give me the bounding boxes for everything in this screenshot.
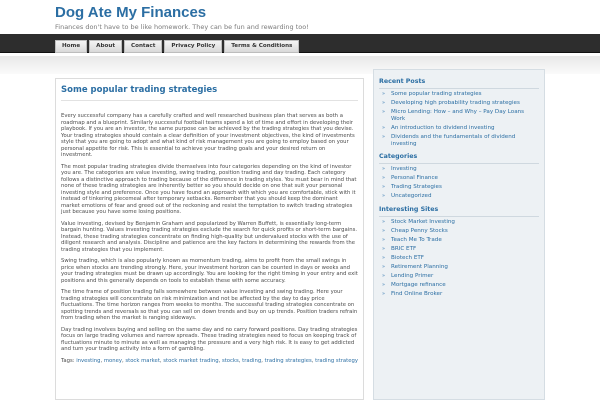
arrow-icon: »	[382, 133, 386, 140]
site-link[interactable]: Mortgage refinance	[391, 281, 446, 288]
site-link[interactable]: Retirement Planning	[391, 264, 448, 270]
recent-post-link[interactable]: Developing high probability trading strategies	[391, 99, 520, 106]
category-item	[382, 193, 539, 200]
site-header	[0, 0, 600, 34]
site-item	[382, 237, 539, 244]
post-title[interactable]: Some popular trading strategies	[61, 85, 358, 101]
arrow-icon: »	[382, 124, 386, 131]
category-link[interactable]: Personal Finance	[391, 175, 438, 182]
recent-posts-list	[382, 91, 539, 147]
site-description: Finances don't have to be like homework. They can be fun and rewarding too!	[55, 23, 309, 31]
recent-post-item	[382, 125, 539, 132]
navigation	[0, 37, 600, 57]
site-link[interactable]: Find Online Broker	[391, 290, 443, 297]
site-item	[382, 264, 539, 271]
arrow-icon: »	[382, 272, 386, 279]
site-link[interactable]: Cheap Penny Stocks	[391, 228, 448, 235]
site-item	[382, 228, 539, 235]
site-link[interactable]: Stock Market Investing	[391, 219, 455, 226]
site-item	[382, 273, 539, 280]
nav-menu	[55, 40, 301, 53]
recent-post-link[interactable]: Some popular trading strategies	[391, 91, 482, 97]
category-link[interactable]: Investing	[391, 166, 417, 173]
recent-post-link[interactable]: Micro Lending: How – and Why – Pay Day Loans Work	[391, 108, 525, 122]
site-item	[382, 282, 539, 289]
site-item	[382, 255, 539, 262]
recent-post-item	[382, 91, 539, 98]
post-paragraph: Every successful company has a carefully crafted and well researched business plan that serves as both a roadmap and a blueprint. Similarly successful football teams spend a lot of time and effort in developing their playbook. If you are an investor, the same purpose can be achieved by the trading strategies that you devise. Your trading strategies should contain a clear definition of your investment objectives, the kind of investments style that you are going to adopt and what kind of risk management you are going to employ based on your personal appetite for risk. This is essential to achieve your trading goals and your desired return on investment.	[61, 113, 355, 158]
category-item	[382, 175, 539, 182]
site-link[interactable]: Lending Primer	[391, 272, 434, 279]
tag-link[interactable]: trading strategies	[264, 357, 312, 364]
site-title[interactable]: Dog Ate My Finances	[55, 4, 207, 21]
post-paragraph: Day trading involves buying and selling on the same day and no carry forward positions. Day trading strategies focus on large trading volumes and narrow spreads. These trading strategies need to focus on keeping track of fluctuations minute to minute as well as managing the pressure and a very high risk. It is easy to get addicted and turn your trading activity into a form of gambling.	[61, 326, 358, 352]
tag-link[interactable]: stock market	[125, 357, 160, 364]
recent-posts-heading: Recent Posts	[379, 78, 539, 89]
interesting-sites-heading: Interesting Sites	[379, 206, 539, 217]
arrow-icon: »	[382, 246, 386, 253]
nav-item-about[interactable]: About	[89, 40, 122, 53]
arrow-icon: »	[382, 91, 386, 97]
arrow-icon: »	[382, 193, 386, 200]
post-paragraph: The time frame of position trading falls somewhere between value investing and swing trading. Here your trading strategies will concentrate on risk minimization and not be affected by the day to day price fluctuations. The time horizon ranges from weeks to months. The successful trading strategies concentrate on spotting trends and reversals so that you can sell on down trends and buy on up trends. Position traders refrain from trading when the market is ranging sideways.	[61, 289, 358, 321]
arrow-icon: »	[382, 99, 386, 106]
main-content	[55, 78, 364, 400]
tag-link[interactable]: trading	[242, 357, 262, 364]
post-paragraph: Swing trading, which is also popularly known as momentum trading, aims to profit from the small swings in price when stocks are trending strongly. Here, your investment horizon can be counted in days or weeks and your trading strategies must be drawn up accordingly. You are looking for the right timing in your entry and exit positions and this generally depends on tools to establish these with some accuracy.	[61, 258, 358, 284]
post-paragraph: Value investing, devised by Benjamin Graham and popularized by Warren Buffett, is essentially long-term bargain hunting. Values investing trading strategies exclude the search for quick profits or short-term bargains. Instead, these trading strategies concentrate on finding high-quality but undervalued stocks with the use of diligent research and analysis. Discipline and patience are the key factors in determining the rewards from the trading strategies that you implement.	[61, 220, 358, 253]
site-link[interactable]: BRIC ETF	[391, 246, 417, 253]
categories-list	[382, 166, 539, 200]
site-item	[382, 291, 539, 298]
categories-heading: Categories	[379, 153, 539, 164]
arrow-icon: »	[382, 264, 386, 270]
arrow-icon: »	[382, 290, 386, 297]
tag-link[interactable]: investing	[76, 357, 101, 364]
nav-item-terms[interactable]: Terms & Conditions	[224, 40, 299, 53]
post-paragraph: The most popular trading strategies divide themselves into four categories depending on the kind of investor you are. The categories are value investing, swing trading, position trading and day trading. Each category follows a distinctive approach to trading because of the difference in trading styles. You must bear in mind that none of these trading strategies are inherently better so you should decide on one that suit your personal investing style and preference. Once you have found an approach with which you are comfortable, stick with it instead of tinkering piecemeal after temporary setbacks. Remember that you should keep the dominant market emotions of fear and greed out of the reckoning and resist the temptation to switch trading strategies just because you have some losing positions.	[61, 163, 357, 215]
recent-post-item	[382, 100, 539, 107]
nav-item-home[interactable]: Home	[55, 40, 87, 53]
tag-link[interactable]: stock market trading	[163, 357, 219, 364]
arrow-icon: »	[382, 175, 386, 182]
category-link[interactable]: Uncategorized	[391, 193, 432, 200]
post-body	[56, 101, 363, 364]
arrow-icon: »	[382, 237, 386, 244]
nav-item-privacy-policy[interactable]: Privacy Policy	[164, 40, 222, 53]
tags-label: Tags:	[61, 357, 75, 364]
site-item	[382, 246, 539, 253]
recent-post-item	[382, 134, 539, 148]
tag-link[interactable]: stocks	[221, 357, 239, 364]
category-item	[382, 184, 539, 191]
arrow-icon: »	[382, 255, 386, 262]
arrow-icon: »	[382, 184, 386, 191]
arrow-icon: »	[382, 281, 386, 288]
recent-post-link[interactable]: An introduction to dividend investing	[391, 124, 495, 131]
nav-item-contact[interactable]: Contact	[124, 40, 162, 53]
interesting-sites-list	[382, 219, 539, 298]
arrow-icon: »	[382, 108, 386, 115]
recent-post-link[interactable]: Dividends and the fundamentals of dividend investing	[391, 133, 516, 147]
arrow-icon: »	[382, 166, 386, 173]
site-link[interactable]: Biotech ETF	[391, 255, 425, 262]
sidebar	[373, 69, 545, 400]
site-link[interactable]: Teach Me To Trade	[391, 237, 442, 244]
arrow-icon: »	[382, 228, 386, 235]
tag-link[interactable]: money	[103, 357, 122, 364]
category-item	[382, 166, 539, 173]
recent-post-item	[382, 109, 539, 123]
site-item	[382, 219, 539, 226]
category-link[interactable]: Trading Strategies	[391, 184, 442, 191]
tag-link[interactable]: trading strategy	[315, 357, 358, 364]
arrow-icon: »	[382, 219, 386, 226]
post-tags: Tags: investing, money, stock market, stock market trading, stocks, trading, trading strategies, trading strategy	[61, 357, 358, 364]
